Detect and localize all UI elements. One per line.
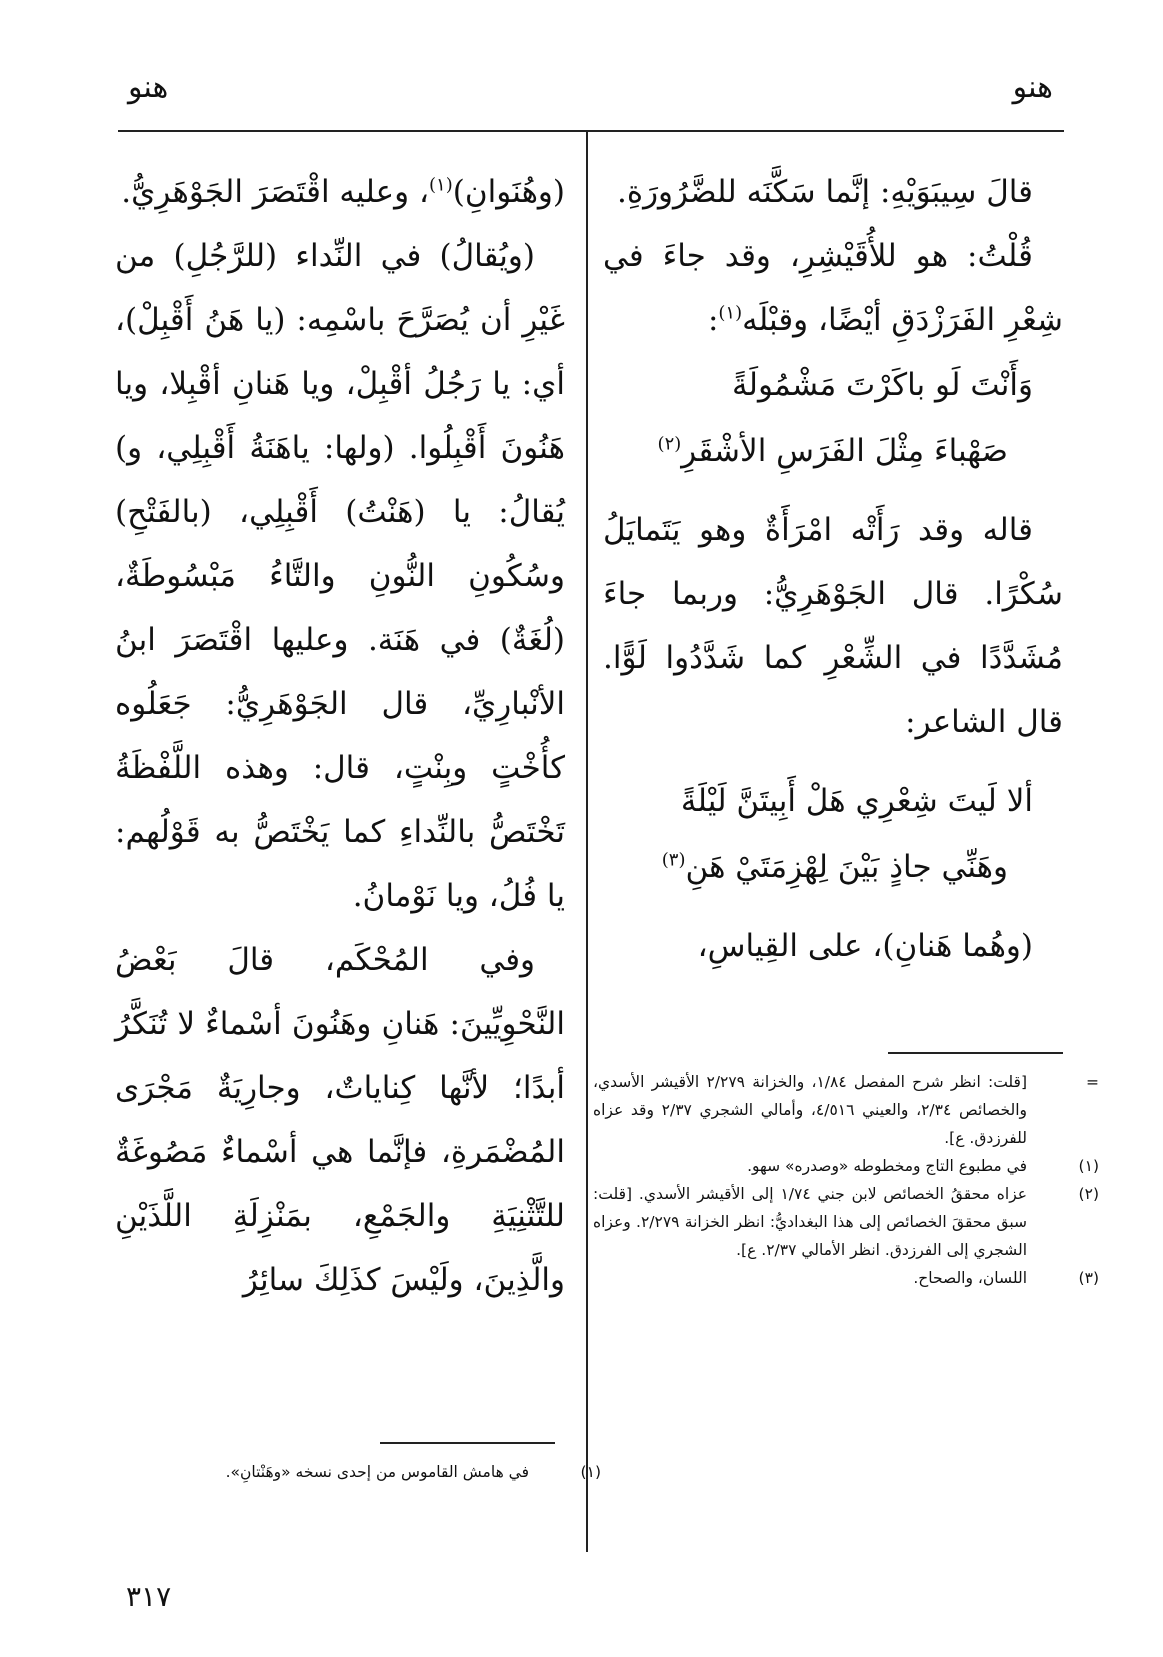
footnote-number: (٣): [1078, 1269, 1099, 1287]
paragraph: [115, 160, 565, 224]
footnote: [593, 1152, 1099, 1180]
paragraph: وفي المُحْكَم، قالَ بَعْضُ النَّحْوِيِّينَ: هَنانِ وهَنُونَ أسْماءٌ لا تُنَكَّرُ أبدًا؛ لأنَّها كِناياتٌ، وجارِيَةٌ مَجْرَى المُضْمَرةِ، فإنَّما هي أسْماءٌ مَصُوغَةٌ للتَّثْنِيَةِ والجَمْعِ، بمَنْزِلَةِ اللَّذَيْنِ والَّذِينَ، ولَيْسَ كذَلِكَ سائِرُ: [115, 942, 565, 1298]
footnote-text: في هامش القاموس من إحدى نسخه «وهَنْتانِ».: [225, 1463, 529, 1481]
footnote: [115, 1458, 601, 1486]
footnote-number: =: [1086, 1073, 1100, 1091]
footnote: [593, 1068, 1100, 1152]
verse-line: [603, 834, 1063, 900]
verse-text: صَهْباءَ مِثْلَ الفَرَسِ الأشْقَرِ: [681, 433, 1008, 469]
column-divider: [586, 132, 588, 1552]
paragraph: [603, 224, 1063, 352]
footnote-text: اللسان، والصحاح.: [913, 1269, 1027, 1287]
paragraph-text: :: [707, 302, 719, 338]
footnote-number: (١): [1078, 1157, 1099, 1175]
footnote-rule: [888, 1052, 1063, 1054]
footnote-text: [قلت: انظر شرح المفصل ١/٨٤، والخزانة ٢/٢٧٩ الأقيشر الأسدي، والخصائص ٢/٣٤، والعيني ٤/٥١٦، وأمالي الشجري ٢/٣٧ وقد عزاه للفرزدق. ع].: [593, 1073, 1028, 1147]
footnote-rule: [380, 1442, 555, 1444]
footnote-text: في مطبوع التاج ومخطوطه «وصدره» سهو.: [747, 1157, 1027, 1175]
footnote-text: عزاه محققُ الخصائص لابن جني ١/٧٤ إلى الأقيشر الأسدي. [قلت: سبق محققَ الخصائص إلى هذا البغداديُّ: انظر الخزانة ٢/٢٧٩. وعزاه الشجري إلى الفرزدق. انظر الأمالي ٢/٣٧. ع].: [593, 1185, 1027, 1259]
page-number: ٣١٧: [126, 1580, 172, 1613]
paragraph: قالَ سِيبَوَيْهِ: إنَّما سَكَّنَه للضَّرُورَةِ.: [616, 174, 1033, 210]
footnote-marker: (٢): [657, 433, 682, 455]
paragraph-text: (وهُنَوانِ): [452, 174, 565, 210]
paragraph-text: قُلْتُ: هو للأُقَيْشِرِ، وقد جاءَ في شِعْرِ الفَرَزْدَقِ أيْضًا، وقبْلَه: [603, 238, 1063, 338]
footnote-marker: (١): [429, 174, 453, 196]
running-header-left: هنو: [128, 70, 169, 105]
verse-text: وهَنِّي جاذٍ بَيْنَ لِهْزِمَتَيْ هَنِ: [685, 849, 1008, 885]
footnote-marker: (١): [718, 302, 743, 324]
right-column: [603, 160, 1063, 978]
footnote: [593, 1264, 1099, 1292]
footnotes-right: [593, 1068, 1100, 1292]
paragraph: (وهُما هَنانِ)، على القِياسِ،: [697, 928, 1033, 964]
running-header-right: هنو: [1012, 70, 1053, 105]
verse-line: ألا لَيتَ شِعْرِي هَلْ أَبِيتَنَّ لَيْلَةً: [680, 783, 1033, 819]
footnote-number: (٢): [1078, 1185, 1099, 1203]
paragraph-text: ، وعليه اقْتَصَرَ الجَوْهَرِيُّ.: [121, 174, 429, 210]
footnote-marker: (٣): [661, 849, 686, 871]
paragraph: قاله وقد رَأَتْه امْرَأَةٌ وهو يَتَمايَلُ سُكْرًا. قال الجَوْهَرِيُّ: وربما جاءَ مُشَدَّدًا في الشِّعْرِ كما شَدَّدُوا لَوًّا. قال الشاعر:: [603, 512, 1063, 740]
verse-line: وَأَنْتَ لَو باكَرْتَ مَشْمُولَةً: [731, 367, 1033, 403]
verse-line: [603, 418, 1063, 484]
paragraph: (ويُقالُ) في النِّداء (للرَّجُلِ) من غَيْرِ أن يُصَرَّحَ باسْمِه: (يا هَنُ أَقْبِلْ)، أي: يا رَجُلُ أقْبِلْ، ويا هَنانِ أقْبِلا، ويا هَنُونَ أَقْبِلُوا. (ولها: ياهَنَةُ أَقْبِلِي، و) يُقالُ: يا (هَنْتُ) أَقْبِلِي، (بالفَتْحِ) وسُكُونِ النُّونِ والتَّاءُ مَبْسُوطَةٌ، (لُغَةٌ) في هَنَة. وعليها اقْتَصَرَ ابنُ الأنْبارِيِّ، قال الجَوْهَرِيُّ: جَعَلُوه كأُخْتٍ وبِنْتٍ، قال: وهذه اللَّفْظَةُ تَخْتَصُّ بالنِّداءِ كما يَخْتَصُّ به قَوْلُهم: يا فُلُ، ويا نَوْمانُ.: [115, 238, 565, 914]
left-column: [115, 160, 565, 1312]
footnote-number: (١): [580, 1463, 601, 1481]
header-rule: [118, 130, 1064, 132]
footnote: [593, 1180, 1099, 1264]
footnotes-left: [115, 1458, 601, 1486]
